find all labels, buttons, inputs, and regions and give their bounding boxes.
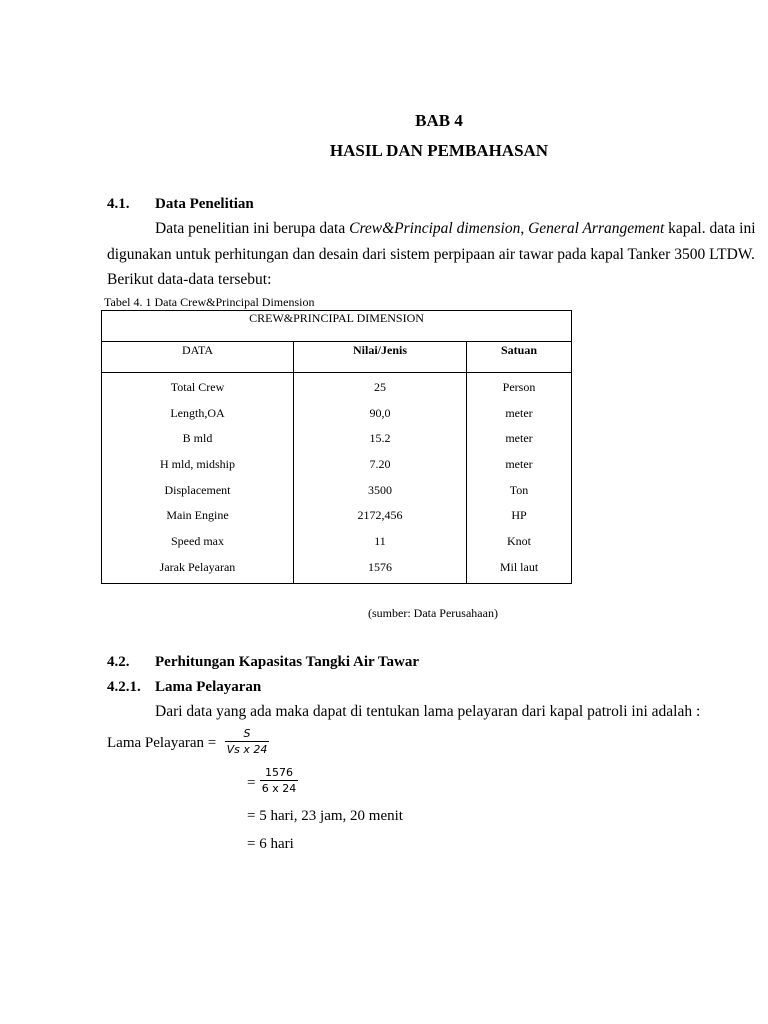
table-cell: meter [505, 457, 533, 472]
paragraph-line: Dari data yang ada maka dapat di tentukan lama pelayaran dari kapal patroli ini adalah : [155, 703, 701, 720]
table-cell: 25 [374, 380, 386, 394]
section-title: Data Penelitian [155, 196, 254, 212]
table-cell: 1576 [368, 559, 392, 574]
table-cell: Ton [509, 482, 529, 497]
table-cell: Total Crew [170, 380, 225, 394]
table-cell: 11 [374, 534, 386, 549]
formula-result: = 5 hari, 23 jam, 20 menit [247, 808, 403, 824]
paragraph-line [155, 220, 756, 238]
column-header: Satuan [467, 342, 572, 373]
table-title: CREW&PRINCIPAL DIMENSION [102, 311, 572, 342]
table-title-row [102, 311, 572, 342]
formula-label: Lama Pelayaran = [107, 735, 217, 751]
text-run: , [520, 220, 529, 237]
table-cell: meter [505, 431, 533, 446]
paragraph-line: digunakan untuk perhitungan dan desain dari sistem perpipaan air tawar pada kapal Tanker 3500 LTDW. [107, 246, 755, 263]
table-caption: Tabel 4. 1 Data Crew&Principal Dimension [104, 295, 315, 309]
fraction-numerator: 1576 [265, 766, 293, 779]
fraction-denominator: Vs x 24 [226, 743, 268, 756]
text-run: Data penelitian ini berupa data [155, 220, 350, 237]
subsection-number: 4.2.1. [107, 679, 141, 695]
fraction-denominator: 6 x 24 [261, 782, 297, 795]
fraction-numerator: S [243, 727, 251, 740]
table-cell: Knot [507, 534, 531, 549]
data-column [102, 373, 294, 584]
table-cell: Mil laut [499, 559, 539, 574]
table-cell: H mld, midship [159, 457, 235, 472]
table-cell: Jarak Pelayaran [159, 559, 236, 574]
section-title: Perhitungan Kapasitas Tangki Air Tawar [155, 654, 419, 670]
chapter-title: HASIL DAN PEMBAHASAN [329, 141, 549, 160]
unit-column [467, 373, 572, 584]
column-header: DATA [102, 342, 294, 373]
table-body-row [102, 373, 572, 584]
table-source-note: (sumber: Data Perusahaan) [368, 606, 498, 620]
section-number: 4.1. [107, 196, 130, 212]
table-cell: Main Engine [166, 508, 229, 523]
chapter-number: BAB 4 [415, 111, 463, 130]
value-column [294, 373, 467, 584]
crew-dimension-table [101, 310, 572, 584]
formula-result: = 6 hari [247, 836, 294, 852]
table-cell: Length,OA [170, 405, 225, 420]
table-cell: 2172,456 [357, 508, 403, 523]
table-cell: 15.2 [369, 431, 391, 446]
text-run: Crew&Principal dimension [349, 220, 521, 237]
table-cell: Speed max [171, 534, 224, 549]
table-cell: B mld [182, 431, 213, 446]
subsection-title: Lama Pelayaran [155, 679, 262, 695]
equals-sign: = [247, 775, 256, 791]
table-cell: meter [505, 405, 533, 420]
table-cell: Displacement [164, 482, 231, 497]
formula-fraction [260, 766, 298, 795]
column-header: Nilai/Jenis [294, 342, 467, 373]
section-number: 4.2. [107, 654, 130, 670]
table-header-row [102, 342, 572, 373]
text-run: kapal. data ini [664, 220, 756, 237]
table-cell: 90,0 [369, 405, 391, 420]
table-cell: HP [511, 508, 527, 523]
table-cell: Person [502, 380, 536, 394]
table-cell: 7.20 [369, 457, 391, 472]
paragraph-line: Berikut data-data tersebut: [107, 271, 272, 288]
text-run: General Arrangement [528, 220, 665, 237]
formula-fraction [225, 727, 269, 756]
table-cell: 3500 [368, 482, 392, 497]
